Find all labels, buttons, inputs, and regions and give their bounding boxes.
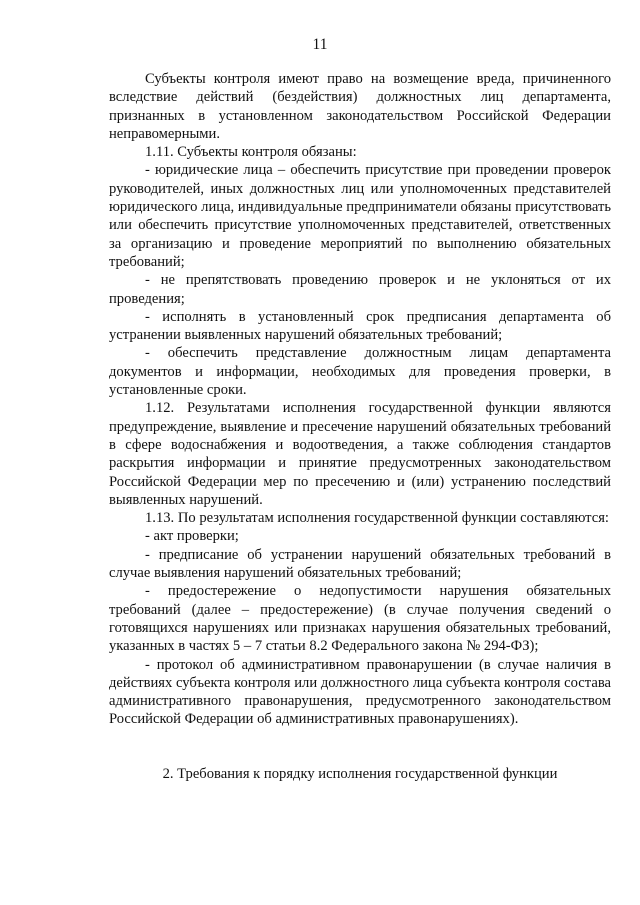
list-item-provide-documents: - обеспечить представление должностным лицам департамента документов и информации, необходимых для проведения проверки, в установленные сроки.	[109, 345, 611, 399]
list-item-not-obstruct: - не препятствовать проведению проверок и не уклоняться от их проведения;	[109, 272, 611, 307]
list-item-ensure-presence: - юридические лица – обеспечить присутствие при проведении проверок руководителей, иных должностных лиц или уполномоченных представителей юридического лица, индивидуальные предприниматели обязаны присутствовать или обеспечить присутствие уполномоченных представителей, ответственных за организацию и проведение мероприятий по выполнению обязательных требований;	[109, 162, 611, 270]
list-item-protocol: - протокол об административном правонарушении (в случае наличия в действиях субъекта контроля или должностного лица субъекта контроля состава административного правонарушения, предусмотренного законодательством Российской Федерации об административных правонарушениях).	[109, 656, 611, 728]
paragraph-1-12-results: 1.12. Результатами исполнения государственной функции являются предупреждение, выявление и пресечение нарушений обязательных требований в сфере водоснабжения и водоотведения, а также соблюдения стандартов раскрытия информации и принятие предусмотренных законодательством Российской Федерации мер по пресечению и (или) устранению последствий выявленных нарушений.	[109, 400, 611, 508]
page-number: 11	[312, 36, 328, 53]
list-item-order: - предписание об устранении нарушений обязательных требований в случае выявления нарушений обязательных требований;	[109, 546, 611, 582]
section-heading: 2. Требования к порядку исполнения государственной функции	[162, 766, 558, 782]
list-item-execute-orders: - исполнять в установленный срок предписания департамента об устранении выявленных нарушений обязательных требований;	[109, 308, 611, 344]
paragraph-compensation-right: Субъекты контроля имеют право на возмещение вреда, причиненного вследствие действий (бездействия) должностных лиц департамента, признанных в установленном законодательством Российской Федерации неправомерными.	[109, 71, 611, 142]
paragraph-1-11-heading: 1.11. Субъекты контроля обязаны:	[145, 144, 357, 161]
paragraph-1-13-heading: 1.13. По результатам исполнения государственной функции составляются:	[145, 510, 609, 527]
list-item-inspection-act: - акт проверки;	[145, 528, 239, 545]
list-item-warning: - предостережение о недопустимости нарушения обязательных требований (далее – предостережение) (в случае получения сведений о готовящихся нарушениях или признаках нарушения обязательных требований, указанных в частях 5 – 7 статьи 8.2 Федерального закона № 294-ФЗ);	[109, 583, 611, 655]
document-body	[109, 70, 611, 729]
